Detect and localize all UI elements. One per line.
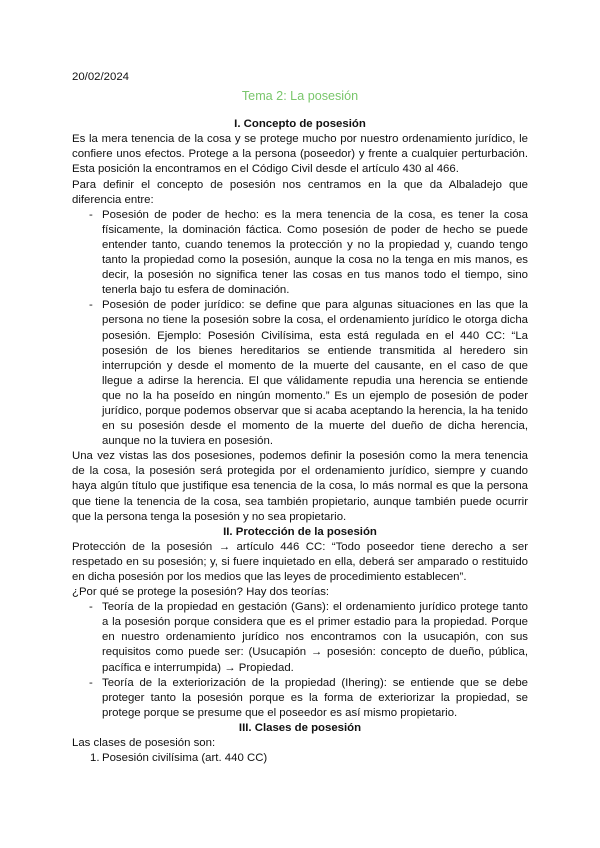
paragraph: Es la mera tenencia de la cosa y se protege mucho por nuestro ordenamiento jurídico, le confiere unos efectos. Protege a la persona (poseedor) y frente a cualquier perturbación. Esta posición la encontramos en el Código Civil desde el artículo 430 al 466. bbox=[72, 133, 528, 176]
paragraph: Una vez vistas las dos posesiones, podemos definir la posesión como la mera tenencia de la cosa, la posesión será protegida por el ordenamiento jurídico, siempre y cuando haya algún título que justifique esa tenencia de la cosa, lo más normal es que la persona que tiene la tenencia de la cosa, sea también propietario, aunque también puede ocurrir que la persona tenga la posesión y no sea propietario. bbox=[72, 450, 528, 523]
list-number: 1. bbox=[90, 752, 100, 765]
paragraph: Las clases de posesión son: bbox=[72, 737, 216, 750]
list-item: - Teoría de la propiedad en gestación (Gans): el ordenamiento jurídico protege tanto a la posesión porque considera que es el primer estadio para la propiedad. Porque en nuestro ordenamiento jurídico nos encontramos con la usucapión, con sus requisitos como puede ser: (Usucapión → posesión: concepto de dueño, pública, pacífica e interrumpida) → Propiedad. bbox=[72, 600, 528, 675]
bullet-list bbox=[72, 208, 528, 450]
list-item: - Posesión de poder jurídico: se define que para algunas situaciones en las que la persona no tiene la posesión sobre la cosa, el ordenamiento jurídico le otorga dicha posesión. Ejemplo: Posesión Civilísima, esta está regulada en el 440 CC: “La posesión de los bienes hereditarios se entiende transmitida al heredero sin interrupción y desde el momento de la muerte del causante, en el caso de que llegue a adirse la herencia. El que válidamente repudia una herencia se entiende que no la ha poseído en ningún momento.” Es un ejemplo de posesión de poder jurídico, porque podemos observar que si acaba aceptando la herencia, la ha tenido en su posesión desde el momento de la muerte del dueño de dicha herencia, aunque no la tuviera en posesión. bbox=[72, 298, 528, 449]
document-body bbox=[72, 70, 528, 766]
bullet-list bbox=[72, 600, 528, 721]
list-item: - Posesión de poder de hecho: es la mera tenencia de la cosa, es tener la cosa físicamente, la dominación fáctica. Como posesión de poder de hecho se puede entender tanto, cuando tenemos la protección y no la propiedad y, cuando tengo tanto la propiedad como la posesión, aunque la cosa no la tenga en mis manos, es decir, la posesión no significa tener las cosas en tus manos todo el tiempo, sino tenerla bajo tu esfera de dominación. bbox=[72, 208, 528, 299]
paragraph: ¿Por qué se protege la posesión? Hay dos teorías: bbox=[72, 586, 330, 599]
paragraph: Para definir el concepto de posesión nos centramos en la que da Albaladejo que diferencia entre: bbox=[72, 178, 528, 206]
numbered-list bbox=[72, 751, 528, 766]
document-date: 20/02/2024 bbox=[72, 71, 130, 83]
list-item: - Teoría de la exteriorización de la propiedad (Ihering): se entiende que se debe proteger tanto la posesión porque es la forma de exteriorizar la propiedad, se protege porque se presume que el poseedor es así mismo propietario. bbox=[72, 676, 528, 721]
section-heading-proteccion: II. Protección de la posesión bbox=[223, 525, 377, 538]
paragraph: Protección de la posesión → artículo 446 CC: “Todo poseedor tiene derecho a ser respetado en su posesión; y, si fuere inquietado en ella, deberá ser amparado o restituido en dicha posesión por los medios que las leyes de procedimiento establecen”. bbox=[72, 540, 528, 583]
section-heading-concepto: I. Concepto de posesión bbox=[234, 118, 366, 131]
document-title: Tema 2: La posesión bbox=[241, 89, 359, 104]
section-heading-clases: III. Clases de posesión bbox=[238, 721, 362, 734]
list-item bbox=[72, 751, 528, 766]
list-item-text: Posesión civilísima (art. 440 CC) bbox=[102, 752, 268, 765]
